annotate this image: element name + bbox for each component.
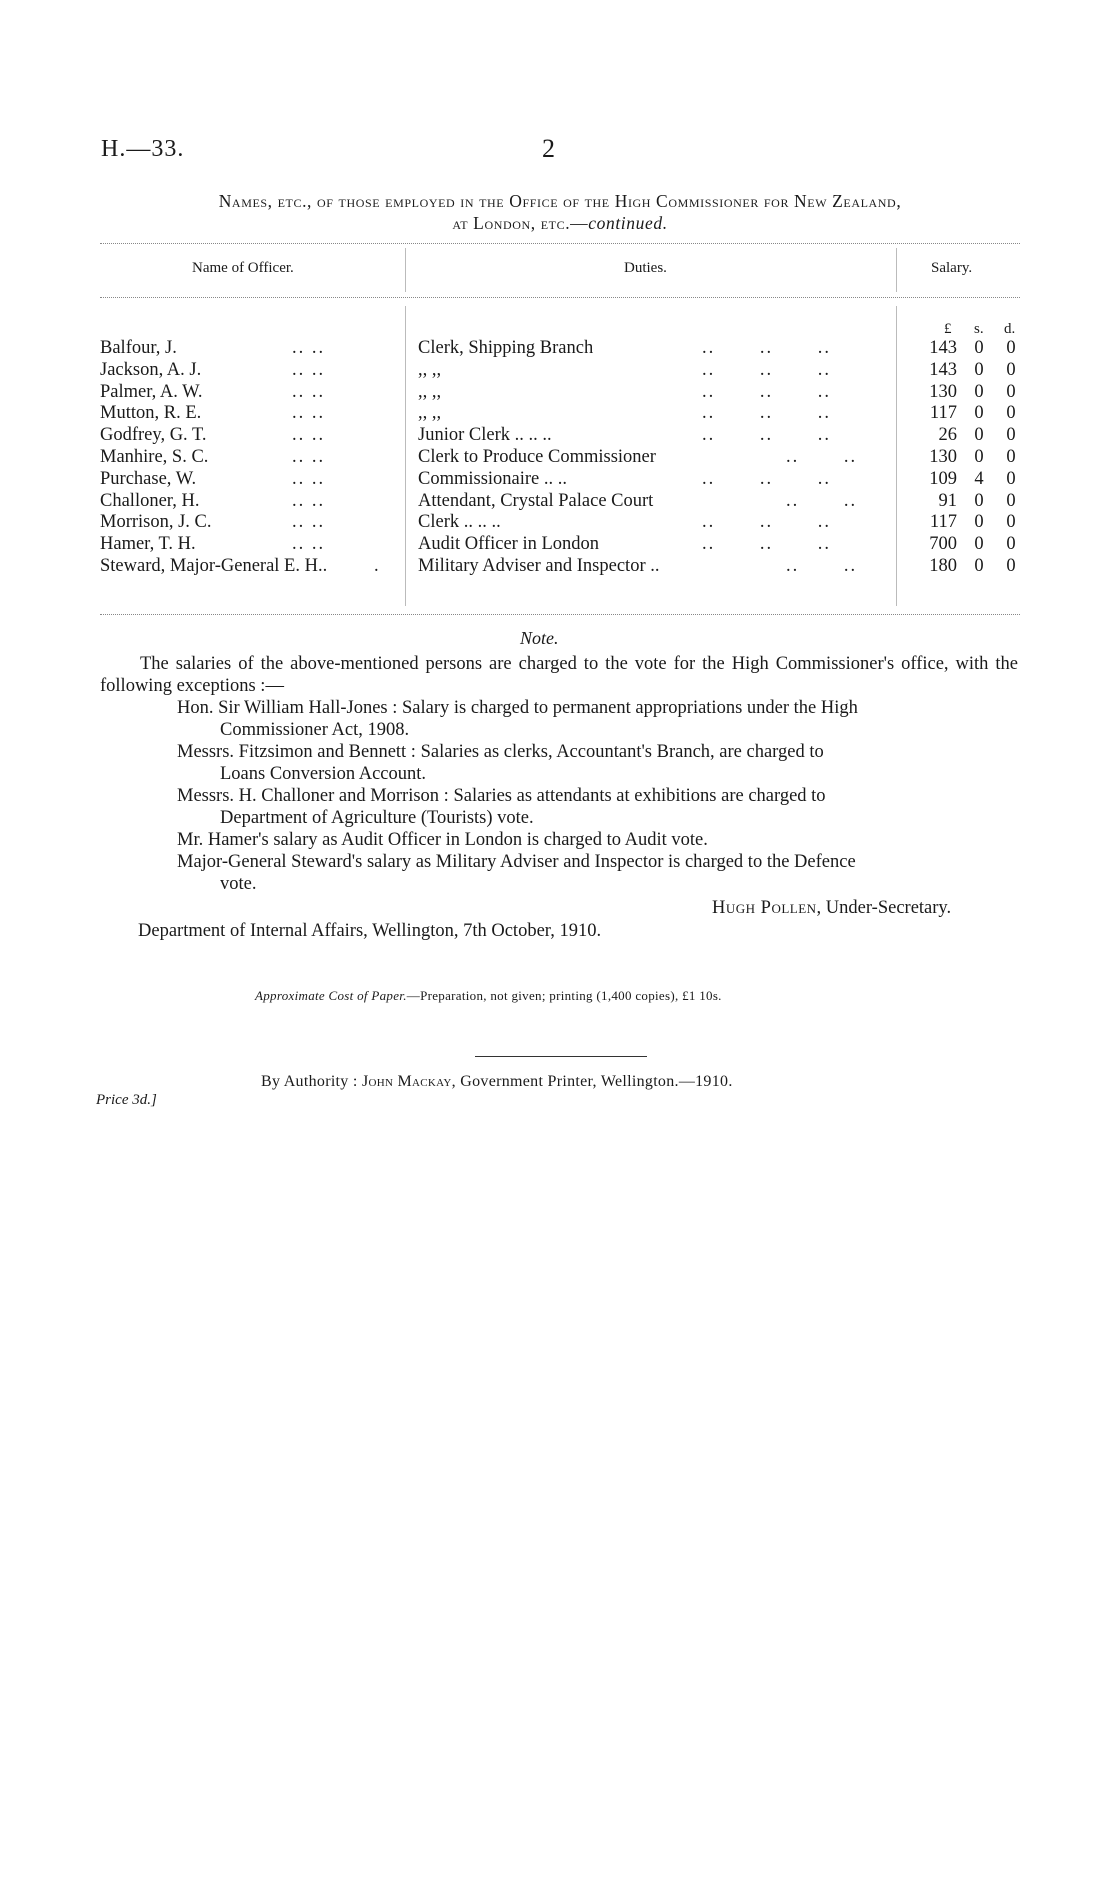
salary-pounds: 130 <box>929 447 957 467</box>
price: Price 3d.] <box>96 1092 157 1108</box>
note-item-continuation: Loans Conversion Account. <box>220 763 427 784</box>
imprint-suffix: , Government Printer, Wellington.—1910. <box>451 1073 733 1090</box>
note-item <box>177 830 1018 852</box>
note-item-continuation: Department of Agriculture (Tourists) vote. <box>220 807 534 828</box>
unit-pence: d. <box>1004 321 1016 337</box>
duty-leader-dots: .. .. .. <box>702 425 831 446</box>
title-line-2 <box>100 212 1020 234</box>
table-row <box>0 556 1114 578</box>
duty-leader-dots: .. .. <box>786 490 858 511</box>
signature <box>712 898 951 919</box>
salary-pence: 0 <box>1006 468 1016 489</box>
name-leader-dots: .. .. <box>292 468 326 489</box>
header-duties: Duties. <box>624 260 667 276</box>
table-row <box>0 491 1114 513</box>
note-item-text: Messrs. Fitzsimon and Bennett : Salaries as clerks, Accountant's Branch, are charged to <box>177 742 824 762</box>
name-leader-dots: .. .. <box>292 534 326 555</box>
imprint-rule <box>475 1056 647 1057</box>
imprint-prefix: By Authority : <box>261 1073 362 1090</box>
salary-pounds: 117 <box>929 403 957 424</box>
duty-leader-dots: .. .. .. <box>702 512 831 533</box>
note-item <box>177 742 1018 785</box>
salary-pence: 0 <box>1006 403 1016 424</box>
duty: ,, ,, <box>418 381 442 402</box>
duty-leader-dots: .. .. .. <box>702 381 831 402</box>
salary-pounds: 180 <box>929 556 957 576</box>
salary-pounds: 109 <box>929 468 957 489</box>
note-item-continuation: vote. <box>220 873 257 894</box>
duty-leader-dots: .. .. .. <box>702 403 831 424</box>
note-item <box>177 698 1018 741</box>
name-leader-dots: .. .. <box>292 425 326 446</box>
officer-name: Jackson, A. J. <box>100 359 202 380</box>
salary-shillings: 4 <box>974 468 984 489</box>
note-item-text: Messrs. H. Challoner and Morrison : Salaries as attendants at exhibitions are charged to <box>177 786 826 806</box>
table-row <box>0 425 1114 447</box>
duty: ,, ,, <box>418 403 442 424</box>
duty-leader-dots: .. .. .. <box>702 534 831 555</box>
cost-of-paper <box>255 988 722 1004</box>
duty-leader-dots: .. .. .. <box>702 338 831 358</box>
salary-pounds: 130 <box>929 381 957 402</box>
salary-shillings: 0 <box>974 556 984 576</box>
table-row <box>0 403 1114 425</box>
salary-shillings: 0 <box>974 338 984 358</box>
title-line-2-text: at London, etc.— <box>452 213 589 233</box>
signatory-title: , Under-Secretary. <box>816 898 952 918</box>
name-leader-dots: .. .. <box>292 381 326 402</box>
salary-pounds: 91 <box>938 490 957 511</box>
officer-name: Purchase, W. <box>100 468 197 489</box>
officer-name: Morrison, J. C. <box>100 512 212 533</box>
table-bottom-rule <box>100 614 1020 615</box>
table-row <box>0 447 1114 469</box>
salary-pounds: 700 <box>929 534 957 555</box>
officer-name: Challoner, H. <box>100 490 200 511</box>
salary-pence: 0 <box>1006 512 1016 533</box>
note-item-text: Hon. Sir William Hall-Jones : Salary is charged to permanent appropriations under the High <box>177 698 858 718</box>
note-item-text: Mr. Hamer's salary as Audit Officer in London is charged to Audit vote. <box>177 830 708 850</box>
printer-name: John Mackay <box>361 1073 452 1090</box>
salary-pence: 0 <box>1006 490 1016 511</box>
duty: Clerk to Produce Commissioner <box>418 447 656 467</box>
salary-pence: 0 <box>1006 338 1016 358</box>
salary-pence: 0 <box>1006 534 1016 555</box>
unit-shillings: s. <box>974 321 984 337</box>
officer-name: Steward, Major-General E. H.. <box>100 556 328 576</box>
note-heading: Note. <box>520 628 559 648</box>
department-line: Department of Internal Affairs, Wellington, 7th October, 1910. <box>138 921 602 941</box>
table-title <box>100 190 1020 234</box>
table-row <box>0 469 1114 491</box>
salary-shillings: 0 <box>974 447 984 467</box>
salary-pence: 0 <box>1006 556 1016 576</box>
document-reference: H.—33. <box>101 136 185 162</box>
title-line-1: Names, etc., of those employed in the Office of the High Commissioner for New Zealand, <box>218 191 902 211</box>
salary-shillings: 0 <box>974 381 984 402</box>
name-leader-dots: .. .. <box>292 447 326 467</box>
cost-label: Approximate Cost of Paper. <box>255 988 407 1003</box>
salary-pounds: 26 <box>938 425 957 446</box>
duty: Clerk, Shipping Branch <box>418 338 594 358</box>
header-salary: Salary. <box>931 260 973 276</box>
table-row <box>0 534 1114 556</box>
note-item <box>177 786 1018 829</box>
name-leader-dots: .. .. <box>292 490 326 511</box>
note-item <box>177 852 1018 895</box>
name-leader-dots: . <box>374 556 381 576</box>
note-item-continuation: Commissioner Act, 1908. <box>220 719 410 740</box>
name-leader-dots: .. .. <box>292 512 326 533</box>
header-bottom-rule <box>100 297 1020 298</box>
duty: Attendant, Crystal Palace Court <box>418 490 654 511</box>
name-leader-dots: .. .. <box>292 359 326 380</box>
salary-pence: 0 <box>1006 447 1016 467</box>
table-top-rule <box>100 243 1020 244</box>
officer-name: Hamer, T. H. <box>100 534 196 555</box>
signatory-name: Hugh Pollen <box>712 898 817 918</box>
salary-pounds: 117 <box>929 512 957 533</box>
table-row <box>0 512 1114 534</box>
imprint <box>261 1073 733 1091</box>
title-continued: continued. <box>588 213 668 233</box>
salary-pounds: 143 <box>929 359 957 380</box>
table-row <box>0 338 1114 360</box>
salary-shillings: 0 <box>974 512 984 533</box>
table-row <box>0 382 1114 404</box>
salary-shillings: 0 <box>974 359 984 380</box>
salary-pence: 0 <box>1006 425 1016 446</box>
duty: Junior Clerk .. .. .. <box>418 425 552 446</box>
duty-leader-dots: .. .. .. <box>702 468 831 489</box>
officer-name: Balfour, J. <box>100 338 177 358</box>
officer-name: Manhire, S. C. <box>100 447 209 467</box>
duty-leader-dots: .. .. <box>786 556 858 576</box>
salary-shillings: 0 <box>974 403 984 424</box>
salary-shillings: 0 <box>974 425 984 446</box>
duty: Audit Officer in London <box>418 534 600 555</box>
duty-leader-dots: .. .. <box>786 447 858 467</box>
duty-leader-dots: .. .. .. <box>702 359 831 380</box>
officer-name: Palmer, A. W. <box>100 381 203 402</box>
duty: Clerk .. .. .. <box>418 512 501 533</box>
duty: Military Adviser and Inspector .. <box>418 556 660 576</box>
note-intro: The salaries of the above-mentioned persons are charged to the vote for the High Commissioner's office, with the following exceptions :— <box>100 654 1018 696</box>
officer-name: Mutton, R. E. <box>100 403 202 424</box>
cost-text: —Preparation, not given; printing (1,400 copies), £1 10s. <box>406 988 722 1003</box>
name-leader-dots: .. .. <box>292 338 326 358</box>
table-row <box>0 360 1114 382</box>
name-leader-dots: .. .. <box>292 403 326 424</box>
header-divider-2 <box>896 248 897 292</box>
salary-shillings: 0 <box>974 534 984 555</box>
note-item-text: Major-General Steward's salary as Military Adviser and Inspector is charged to the Defence <box>177 852 856 872</box>
duty: ,, ,, <box>418 359 442 380</box>
salary-pence: 0 <box>1006 381 1016 402</box>
unit-pounds: £ <box>944 321 952 337</box>
salary-pence: 0 <box>1006 359 1016 380</box>
duty: Commissionaire .. .. <box>418 468 568 489</box>
salary-shillings: 0 <box>974 490 984 511</box>
page-number: 2 <box>542 134 555 163</box>
officer-name: Godfrey, G. T. <box>100 425 207 446</box>
header-divider-1 <box>405 248 406 292</box>
header-name-of-officer: Name of Officer. <box>192 260 294 276</box>
salary-pounds: 143 <box>929 338 957 358</box>
